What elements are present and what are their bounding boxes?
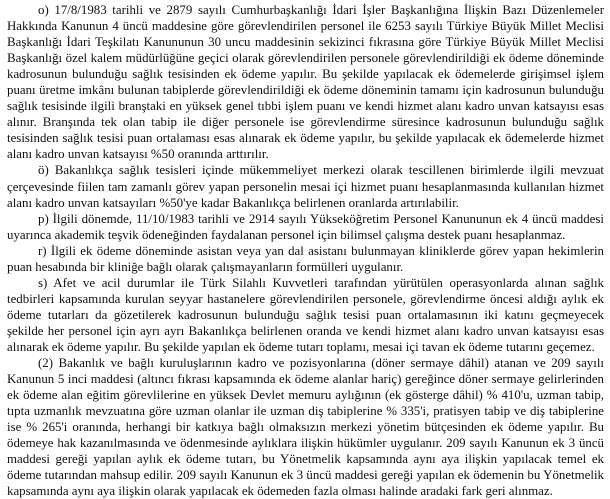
paragraph-p: p) İlgili dönemde, 11/10/1983 tarihli ve 2914 sayılı Yükseköğretim Personel Kanununun ek 4 üncü maddesi uyarınca akademik teşvik ödeneğinden faydalanan personel için bilimsel çalışma destek puanı hesaplanmaz.: [7, 211, 604, 242]
paragraph-clause-2: (2) Bakanlık ve bağlı kuruluşlarının kadro ve pozisyonlarına (döner sermaye dâhil) atanan ve 209 sayılı Kanunun 5 inci maddesi (altıncı fıkrası kapsamında ek ödeme alanlar hariç) gereğince döner sermaye gelirlerinden ek ödeme alan eğitim görevlilerine en yüksek Devlet memuru aylığının (ek gösterge dâhil) % 410'u, uzman tabip, tıpta uzmanlık mevzuatına göre uzman olanlar ile uzman diş tabiplerine % 335'i, pratisyen tabip ve diş tabiplerine ise % 265'i oranında, herhangi bir katkıya bağlı olmaksızın merkezi yönetim bütçesinden ek ödeme yapılır. Bu ödemeye hak kazanılmasında ve ödenmesinde aylıklara ilişkin hükümler uygulanır. 209 sayılı Kanunun ek 3 üncü maddesi gereği yapılan aylık ek ödeme tutarı, bu Yönetmelik kapsamında aynı aya ilişkin yapılacak temel ek ödeme tutarından mahsup edilir. 209 sayılı Kanunun ek 3 üncü maddesi gereği yapılan ek ödemenin bu Yönetmelik kapsamında aynı aya ilişkin olarak yapılacak ek ödemeden fazla olması halinde aradaki fark geri alınmaz.: [7, 356, 604, 499]
paragraph-r: r) İlgili ek ödeme döneminde asistan veya yan dal asistanı bulunmayan kliniklerde görev yapan hekimlerin puan hesabında bir kliniğe bağlı olarak çalışmayanların formülleri uygulanır.: [7, 243, 604, 274]
paragraph-s: s) Afet ve acil durumlar ile Türk Silahlı Kuvvetleri tarafından yürütülen operasyonlarda alınan sağlık tedbirleri kapsamında kurulan seyyar hastanelere görevlendirilen personele, görevlendirme öncesi aldığı aylık ek ödeme tutarları da gözetilerek kadrosunun bulunduğu sağlık tesisi puan ortalamasının iki katını geçmeyecek şekilde her personel için ayrı ayrı Bakanlıkça belirlenen oranda ve kendi hizmet alanı kadro unvan katsayısı esas alınarak ek ödeme yapılır. Bu şekilde yapılan ek ödeme tutarı toplamı, mesai içi tavan ek ödeme tutarını geçemez.: [7, 275, 604, 354]
paragraph-o: o) 17/8/1983 tarihli ve 2879 sayılı Cumhurbaşkanlığı İdari İşler Başkanlığına İlişkin Bazı Düzenlemeler Hakkında Kanunun 4 üncü maddesine göre görevlendirilen personel ile 6253 sayılı Türkiye Büyük Millet Meclisi Başkanlığı İdari Teşkilatı Kanununun 30 uncu maddesinin sekizinci fıkrasına göre Türkiye Büyük Millet Meclisi Başkanlığı özel kalem müdürlüğüne geçici olarak görevlendirilen personele görevlendirildiği ek ödeme döneminde kadrosunun bulunduğu sağlık tesisinden ek ödeme yapılır. Bu şekilde yapılacak ek ödemelerde girişimsel işlem puanı üretme imkânı bulunan tabiplerde görevlendirildiği ek ödeme döneminin tamamı için kadrosunun bulunduğu sağlık tesisinde ilgili branştaki en yüksek genel tıbbi işlem puanı ve kendi hizmet alanı kadro unvan katsayısı esas alınır. Branşında tek olan tabip ile diğer personele ise görevlendirme süresince kadrosunun bulunduğu sağlık tesisinden sağlık tesisi puan ortalaması esas alınarak ek ödeme yapılır, bu şekilde yapılacak ek ödemelerde hizmet alanı kadro unvan katsayısı %50 oranında arttırılır.: [7, 3, 604, 162]
paragraph-o-umlaut: ö) Bakanlıkça sağlık tesisleri içinde mükemmeliyet merkezi olarak tescillenen birimlerde ilgili mevzuat çerçevesinde fiilen tam zamanlı görev yapan personelin mesai içi hizmet puanı hesaplanmasında kullanılan hizmet alanı kadro unvan katsayıları %50'ye kadar Bakanlıkça belirlenen oranlarda artırılabilir.: [7, 163, 604, 210]
